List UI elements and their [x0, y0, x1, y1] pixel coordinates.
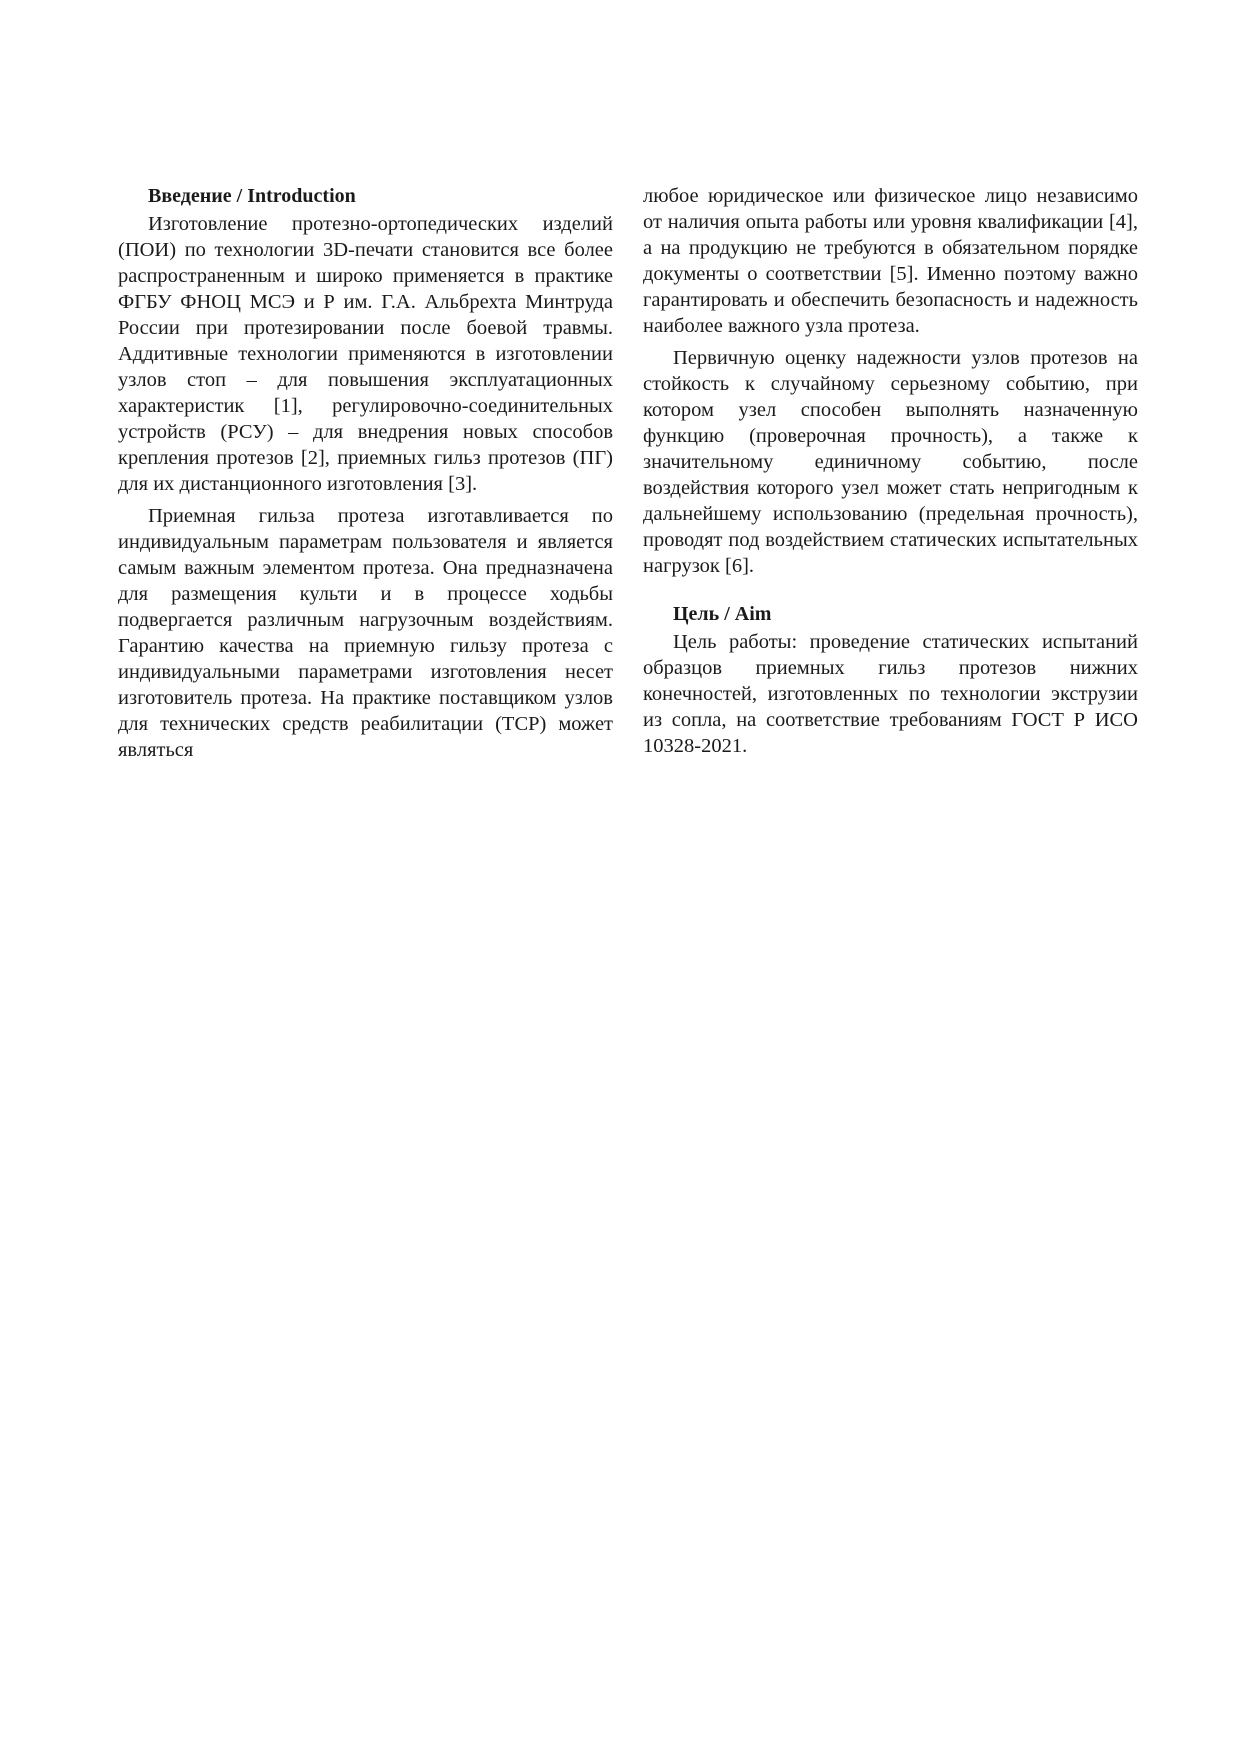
introduction-heading: Введение / Introduction: [148, 185, 356, 207]
right-column: [643, 183, 1138, 765]
intro-paragraph-2-continued: любое юридическое или физическое лицо независимо от наличия опыта работы или уровня квалификации [4], а на продукцию не требуются в обязательном порядке документы о соответствии [5]. Именно поэтому важно гарантировать и обеспечить безопасность и надежность наиболее важного узла протеза.: [643, 185, 1138, 337]
intro-paragraph-1: Изготовление протезно-ортопедических изделий (ПОИ) по технологии 3D-печати становится все более распространенным и широко применяется в практике ФГБУ ФНОЦ МСЭ и Р им. Г.А. Альбрехта Минтруда России при протезировании после боевой травмы. Аддитивные технологии применяются в изготовлении узлов стоп – для повышения эксплуатационных характеристик [1], регулировочно-соединительных устройств (РСУ) – для внедрения новых способов крепления протезов [2], приемных гильз протезов (ПГ) для их дистанционного изготовления [3].: [118, 213, 613, 495]
left-column: [118, 183, 613, 769]
aim-heading: Цель / Aim: [673, 603, 772, 625]
aim-paragraph: Цель работы: проведение статических испытаний образцов приемных гильз протезов нижних конечностей, изготовленных по технологии экструзии из сопла, на соответствие требованиям ГОСТ Р ИСО 10328-2021.: [643, 631, 1138, 757]
intro-paragraph-2: Приемная гильза протеза изготавливается по индивидуальным параметрам пользователя и является самым важным элементом протеза. Она предназначена для размещения культи и в процессе ходьбы подвергается различным нагрузочным воздействиям. Гарантию качества на приемную гильзу протеза с индивидуальными параметрами изготовления несет изготовитель протеза. На практике поставщиком узлов для технических средств реабилитации (ТСР) может являться: [118, 505, 613, 761]
intro-paragraph-3: Первичную оценку надежности узлов протезов на стойкость к случайному серьезному событию, при котором узел способен выполнять назначенную функцию (проверочная прочность), а также к значительному единичному событию, после воздействия которого узел может стать непригодным к дальнейшему использованию (предельная прочность), проводят под воздействием статических испытательных нагрузок [6].: [643, 347, 1138, 577]
